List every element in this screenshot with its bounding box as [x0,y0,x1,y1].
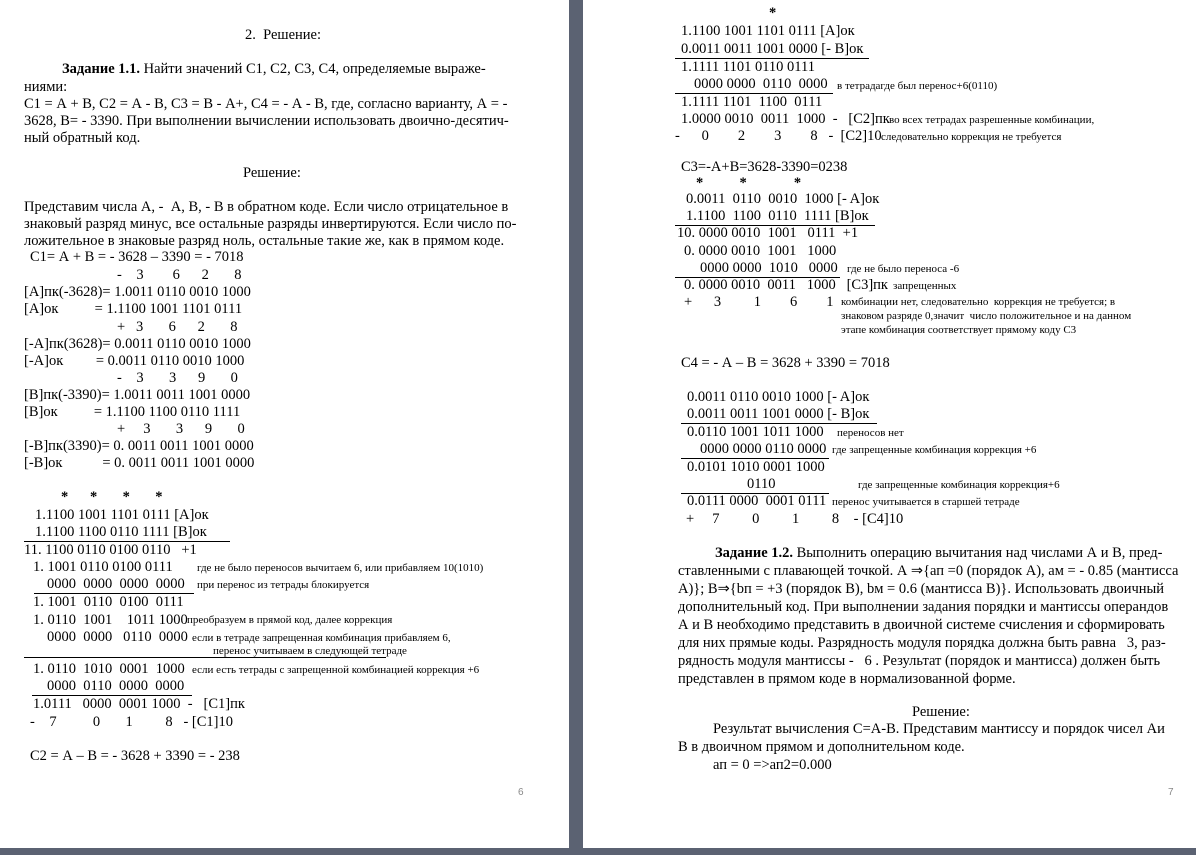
task-line-5: ный обратный код. [24,130,141,146]
c3-formula: С3=-А+В=3628-3390=0238 [681,159,848,175]
task2-line-5: А и В необходимо представить в двоичной системе счисления и сформировать [678,617,1165,633]
sum-line: 11. 1100 0110 0100 0110 +1 [24,542,197,558]
sum-note: где не было переносов вычитаем 6, или прибавляем 10(1010) [197,562,484,574]
sum-line: 1. 0110 1010 0001 1000 [33,661,185,677]
sol2-line-1: Результат вычисления С=А-В. Представим мантиссу и порядок чисел Аи [713,721,1165,737]
digits-row: - 3 6 2 8 [117,267,242,283]
task2-line-7: рядность модуля мантиссы - 6 . Результат (порядок и мантисса) должен быть [678,653,1161,669]
page-number: 6 [518,787,524,798]
c4-line: + 7 0 1 8 - [C4]10 [686,511,904,527]
sum-line: 0000 0110 0000 0000 [47,678,185,694]
c4-note: перенос учитывается в старшей тетраде [832,496,1020,508]
code-line: [-A]ок = 0.0011 0110 0010 1000 [24,353,245,369]
sum-note: если есть тетрады с запрещенной комбинацией коррекция +6 [192,664,480,676]
task2-title: Задание 1.2. [715,545,794,561]
c3-note: этапе комбинация соответствует прямому коду С3 [841,324,1077,336]
code-line: [-A]пк(3628)= 0.0011 0110 0010 1000 [24,336,251,352]
sum-line: 1.1100 1001 1101 0111 [A]ок [35,507,209,523]
intro-line-3: ложительное в знаковые разряд ноль, остальные такие же, как в прямом коде. [24,233,505,249]
sum-note: если в тетраде запрещенная комбинация прибавляем 6, [192,632,451,644]
task-line-4: 3628, В= - 3390. При выполнении вычислении использовать двоично-десятич- [24,113,509,129]
c2-note: следовательно коррекция не требуется [881,131,1062,143]
star-mark: * [769,5,777,21]
sum-line: 1. 1001 0110 0100 0111 [33,559,173,575]
sum-line: 0000 0000 0000 0000 [47,576,185,592]
code-line: [-B]пк(3390)= 0. 0011 0011 1001 0000 [24,438,254,454]
sum-line: - 7 0 1 8 - [C1]10 [30,714,233,730]
c2-line: 1.1100 1001 1101 0111 [A]ок [681,23,855,39]
sum-rule [24,657,386,658]
c3-line: 0. 0000 0010 1001 1000 [684,243,837,259]
c2-note: в тетрадагде был перенос+6(0110) [837,80,998,92]
c4-note: переносов нет [837,427,904,439]
sum-note: при перенос из тетрады блокируется [197,579,370,591]
c4-line: 0.0101 1010 0001 1000 [687,459,825,475]
c4-note: где запрещенные комбинация коррекция +6 [832,444,1037,456]
sum-line: 1.1100 1100 0110 1111 [B]ок [35,524,207,540]
c3-line: + 3 1 6 1 [684,294,834,310]
section-heading: 2. Решение: [245,27,322,43]
c3-line: 0. 0000 0010 0011 1000 [C3]пк [684,277,888,293]
c2-line: 1.0000 0010 0011 1000 - [C2]пк [681,111,890,127]
sum-line: 1. 1001 0110 0100 0111 [33,594,184,610]
page-6 [0,0,569,848]
c3-line: 10. 0000 0010 1001 0111 +1 [677,225,859,241]
c2-line: - 0 2 3 8 - [C2]10 [675,128,882,144]
code-line: [A]пк(-3628)= 1.0011 0110 0010 1000 [24,284,251,300]
sum-note: преобразуем в прямой код, далее коррекция [187,614,393,626]
task-line-3: С1 = А + В, С2 = А - В, С3 = В - А+, С4 = - А - В, где, согласно варианту, А = - [24,96,508,112]
c4-line: 0000 0000 0110 0000 [700,441,827,457]
sol2-line-3: ап = 0 =>ап2=0.000 [713,757,832,773]
task-title: Задание 1.1. [62,61,141,77]
page-number: 7 [1168,787,1174,798]
c4-line: 0.0011 0011 1001 0000 [- B]ок [687,406,870,422]
c3-note: знаковом разряде 0,значит число положительное и на данном [841,310,1132,322]
c3-note: где не было переноса -6 [847,263,960,275]
c3-note: запрещенных [893,280,957,292]
c2-line: 1.1111 1101 0110 0111 [681,59,815,75]
sol2-line-2: В в двоичном прямом и дополнительном коде. [678,739,965,755]
digits-row: + 3 6 2 8 [117,319,238,335]
code-line: [B]ок = 1.1100 1100 0110 1111 [24,404,241,420]
c4-line: 0.0111 0000 0001 0111 [687,493,827,509]
c3-line: 0.0011 0110 0010 1000 [- A]ок [686,191,880,207]
task2-line-3: А)}; В⇒{bп = +3 (порядок В), bм = 0.6 (мантисса В)}. Использовать двоичный [678,581,1165,597]
c2-line: 0.0011 0011 1001 0000 [- B]ок [681,41,864,57]
intro-line-2: знаковый разряд минус, все остальные разряды инвертируются. Если число по- [24,216,517,232]
c2-note: во всех тетрадах разрешенные комбинации, [889,114,1095,126]
c3-line: 1.1100 1100 0110 1111 [B]ок [686,208,869,224]
c2-line: 0000 0000 0110 0000 [694,76,828,92]
sum-line: 1.0111 0000 0001 1000 - [C1]пк [33,696,245,712]
digits-row: + 3 3 9 0 [117,421,245,437]
stars-row: * * * [696,175,802,191]
code-line: [-B]ок = 0. 0011 0011 1001 0000 [24,455,255,471]
c4-formula: С4 = - А – В = 3628 + 3390 = 7018 [681,355,890,371]
stars-row: * * * * [61,489,163,505]
c4-line: 0.0011 0110 0010 1000 [- A]ок [687,389,870,405]
c3-note: комбинации нет, следовательно коррекция не требуется; в [841,296,1116,308]
sum-note: перенос учитываем в следующей тетраде [213,645,407,657]
task2-line-2: ставленными с плавающей точкой. А ⇒{ап =0 (порядок А), ам = - 0.85 (мантисса [678,563,1179,579]
intro-line-1: Представим числа А, - А, В, - В в обратном коде. Если число отрицательное в [24,199,509,215]
c4-line: 0.0110 1001 1011 1000 [687,424,824,440]
task-line-1: Задание 1.1. Найти значений С1, С2, С3, С4, определяемые выраже- [62,61,486,77]
code-line: [B]пк(-3390)= 1.0011 0011 1001 0000 [24,387,251,403]
solution2-heading: Решение: [912,704,970,720]
task2-line-6: для них прямые коды. Разрядность модуля порядка должна быть равна 3, раз- [678,635,1166,651]
sum-line: 0000 0000 0110 0000 [47,629,188,645]
solution-heading: Решение: [243,165,301,181]
digits-row: - 3 3 9 0 [117,370,238,386]
task2-line-8: представлен в прямом коде в нормализованной форме. [678,671,1016,687]
sum-line: 1. 0110 1001 1011 1000 [33,612,188,628]
code-line: [A]ок = 1.1100 1001 1101 0111 [24,301,243,317]
c2-formula: С2 = А – В = - 3628 + 3390 = - 238 [30,748,240,764]
task-line-2: ниями: [24,79,68,95]
c1-formula: С1= А + В = - 3628 – 3390 = - 7018 [30,249,244,265]
c3-line: 0000 0000 1010 0000 [700,260,838,276]
c2-line: 1.1111 1101 1100 0111 [681,94,823,110]
c4-note: где запрещенные комбинация коррекция+6 [858,479,1060,491]
c4-line: 0110 [747,476,776,492]
page-7 [583,0,1196,848]
task2-line-4: дополнительный код. При выполнении задания порядки и мантиссы операндов [678,599,1169,615]
task2-line-1: Задание 1.2. Выполнить операцию вычитания над числами А и В, пред- [715,545,1163,561]
